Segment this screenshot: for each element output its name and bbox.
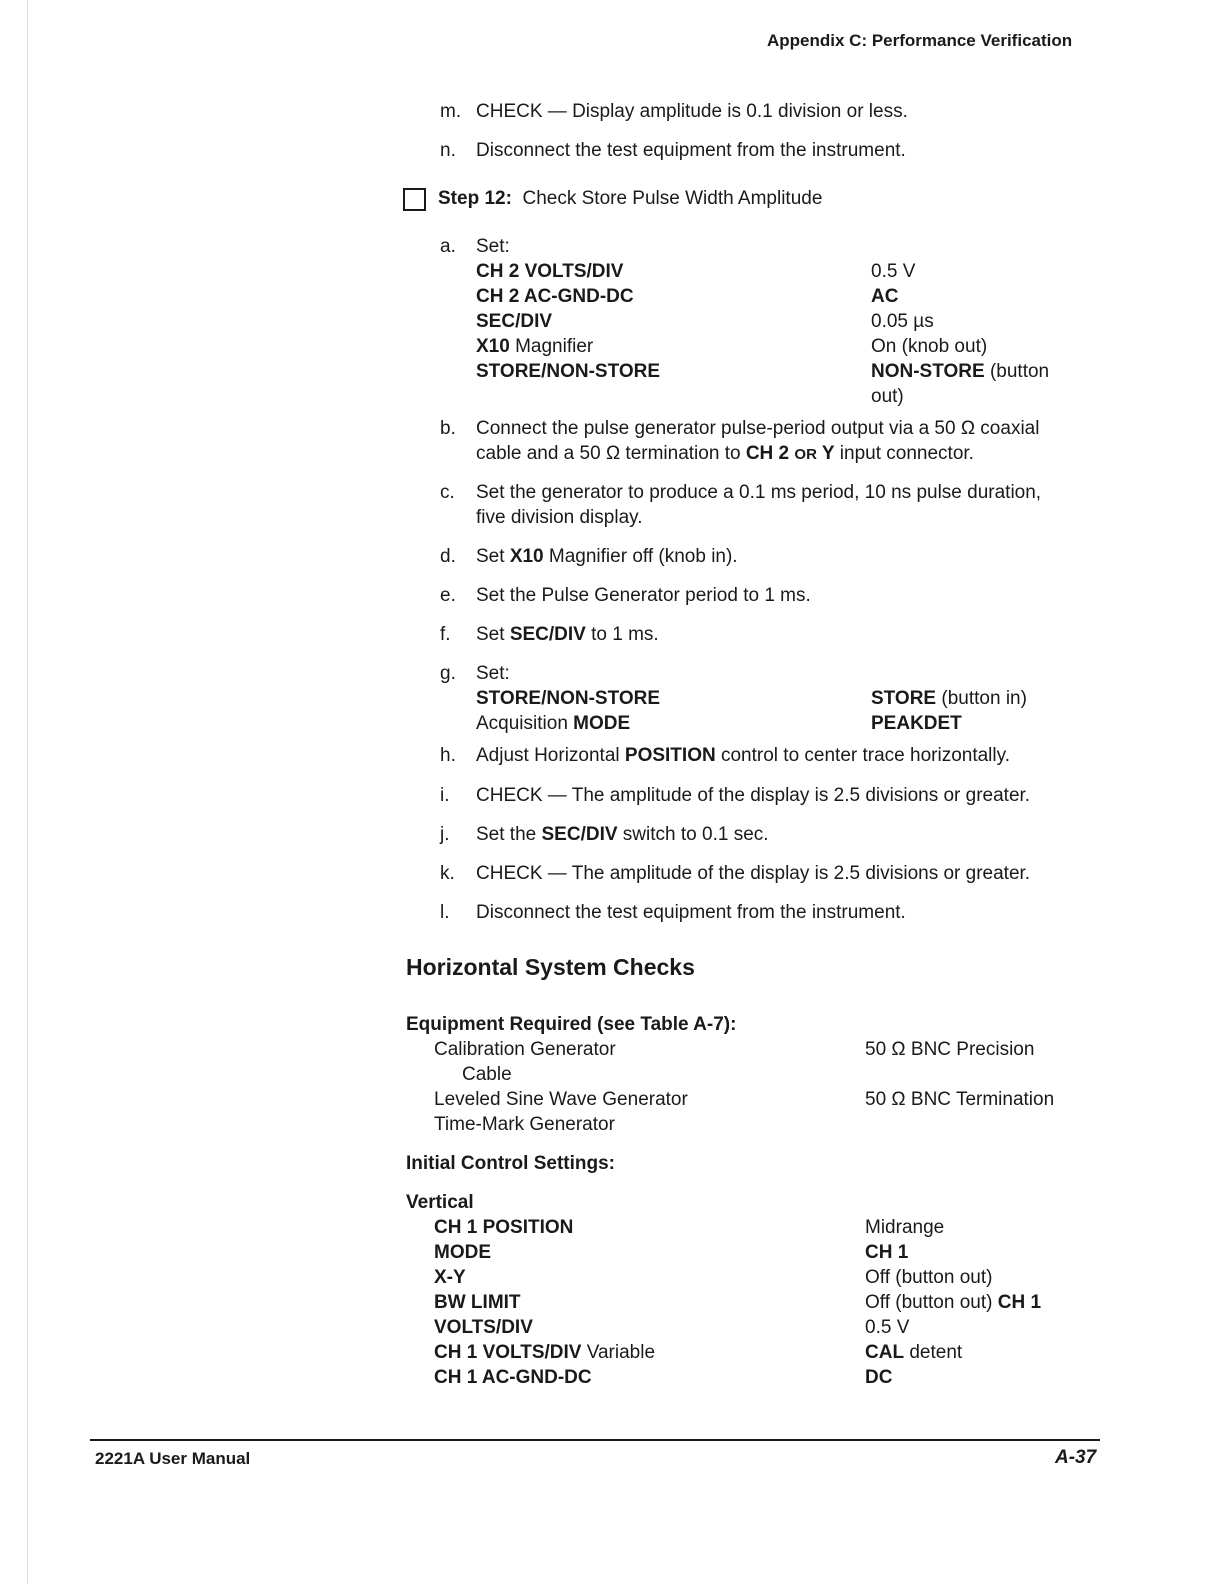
setting-name: MODE xyxy=(434,1242,491,1263)
step-k-label: k. xyxy=(440,863,455,884)
setting-value: CH 1 xyxy=(865,1242,909,1263)
footer-page-number: A-37 xyxy=(1055,1447,1097,1468)
step-12-heading xyxy=(438,186,822,211)
step-i-label: i. xyxy=(440,785,450,806)
equipment-item: 50 Ω BNC Precision xyxy=(865,1039,1035,1060)
footer-rule xyxy=(90,1439,1100,1441)
step-c-line2: five division display. xyxy=(476,507,643,528)
page-header: Appendix C: Performance Verification xyxy=(767,31,1073,50)
setting-value: 0.5 V xyxy=(871,261,916,282)
setting-name: CH 1 VOLTS/DIV Variable xyxy=(434,1342,656,1363)
setting-name: VOLTS/DIV xyxy=(434,1317,533,1338)
step-i-text: CHECK — The amplitude of the display is 2.5 divisions or greater. xyxy=(476,785,1031,806)
step-12-label: Step 12: xyxy=(438,188,512,209)
step-a-text: Set: xyxy=(476,236,510,257)
step-n-label: n. xyxy=(440,140,456,161)
setting-value: On (knob out) xyxy=(871,336,988,357)
setting-name: X10 Magnifier xyxy=(476,336,594,357)
setting-name: X-Y xyxy=(434,1267,466,1288)
setting-value: Off (button out) CH 1 xyxy=(865,1292,1042,1313)
equipment-item: 50 Ω BNC Termination xyxy=(865,1089,1055,1110)
setting-name: BW LIMIT xyxy=(434,1292,521,1313)
step-b-line2: cable and a 50 Ω termination to CH 2 OR Y input connector. xyxy=(476,443,974,464)
step-m-label: m. xyxy=(440,101,462,122)
step-m-text: CHECK — Display amplitude is 0.1 division or less. xyxy=(476,101,908,122)
setting-value: AC xyxy=(871,286,899,307)
setting-value: STORE (button in) xyxy=(871,688,1027,709)
step-g-label: g. xyxy=(440,663,456,684)
setting-name: STORE/NON-STORE xyxy=(476,361,661,382)
step-d-text: Set X10 Magnifier off (knob in). xyxy=(476,546,738,567)
step-d-label: d. xyxy=(440,546,456,567)
step-e-label: e. xyxy=(440,585,456,606)
setting-value: PEAKDET xyxy=(871,713,962,734)
step-b-label: b. xyxy=(440,418,456,439)
setting-value: CAL detent xyxy=(865,1342,963,1363)
step-12-title: Check Store Pulse Width Amplitude xyxy=(522,188,823,209)
step-a-label: a. xyxy=(440,236,456,257)
setting-name: CH 1 POSITION xyxy=(434,1217,574,1238)
setting-name: SEC/DIV xyxy=(476,311,553,332)
step-h-label: h. xyxy=(440,745,456,766)
setting-name: CH 2 VOLTS/DIV xyxy=(476,261,624,282)
step-h-text: Adjust Horizontal POSITION control to center trace horizontally. xyxy=(476,745,1010,766)
page-edge-line xyxy=(27,0,28,1584)
section-title: Horizontal System Checks xyxy=(406,954,695,980)
step-j-label: j. xyxy=(440,824,450,845)
setting-value: Off (button out) xyxy=(865,1267,993,1288)
setting-value: Midrange xyxy=(865,1217,945,1238)
step-k-text: CHECK — The amplitude of the display is 2.5 divisions or greater. xyxy=(476,863,1031,884)
setting-name: STORE/NON-STORE xyxy=(476,688,661,709)
setting-value: DC xyxy=(865,1367,893,1388)
step-e-text: Set the Pulse Generator period to 1 ms. xyxy=(476,585,811,606)
step-n-text: Disconnect the test equipment from the instrument. xyxy=(476,140,906,161)
step-g-text: Set: xyxy=(476,663,510,684)
equipment-item: Time-Mark Generator xyxy=(434,1114,615,1135)
equipment-item: Cable xyxy=(462,1064,512,1085)
step-f-label: f. xyxy=(440,624,451,645)
step-j-text: Set the SEC/DIV switch to 0.1 sec. xyxy=(476,824,769,845)
equipment-title: Equipment Required (see Table A-7): xyxy=(406,1014,737,1035)
setting-value: 0.05 µs xyxy=(871,311,934,332)
equipment-item: Calibration Generator xyxy=(434,1039,616,1060)
vertical-title: Vertical xyxy=(406,1192,474,1213)
step-l-text: Disconnect the test equipment from the instrument. xyxy=(476,902,906,923)
step-c-label: c. xyxy=(440,482,455,503)
equipment-item: Leveled Sine Wave Generator xyxy=(434,1089,688,1110)
step-12-checkbox[interactable] xyxy=(403,188,426,211)
step-f-text: Set SEC/DIV to 1 ms. xyxy=(476,624,659,645)
setting-value-wrap: out) xyxy=(871,386,904,407)
initial-settings-title: Initial Control Settings: xyxy=(406,1153,615,1174)
step-b-line1: Connect the pulse generator pulse-period output via a 50 Ω coaxial xyxy=(476,418,1040,439)
setting-name: Acquisition MODE xyxy=(476,713,631,734)
step-c-line1: Set the generator to produce a 0.1 ms period, 10 ns pulse duration, xyxy=(476,482,1042,503)
setting-name: CH 2 AC-GND-DC xyxy=(476,286,634,307)
setting-value: NON-STORE (button xyxy=(871,361,1050,382)
setting-value: 0.5 V xyxy=(865,1317,910,1338)
footer-manual-title: 2221A User Manual xyxy=(95,1449,251,1468)
setting-name: CH 1 AC-GND-DC xyxy=(434,1367,592,1388)
step-l-label: l. xyxy=(440,902,450,923)
